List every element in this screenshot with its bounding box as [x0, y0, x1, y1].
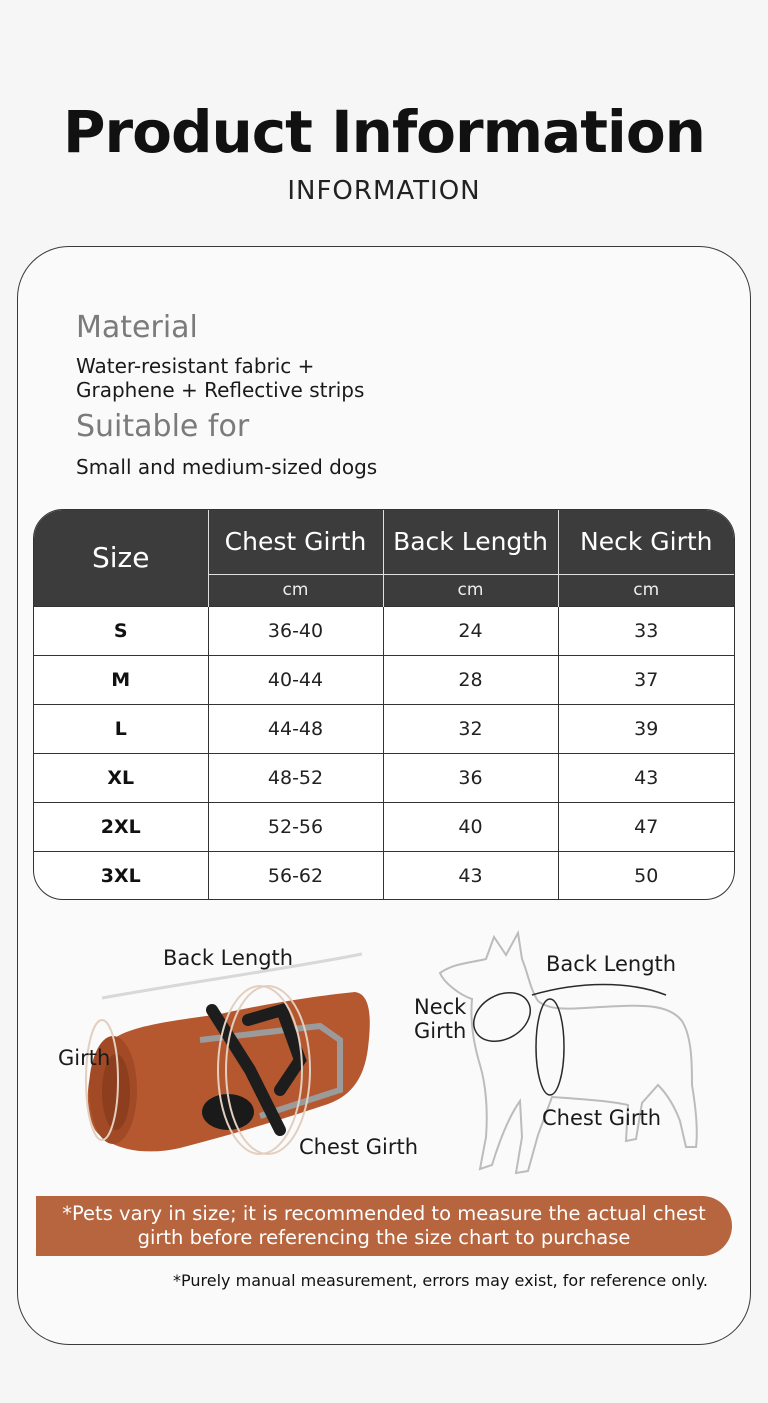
table-row [34, 753, 734, 802]
chest-cell: 48-52 [208, 753, 383, 802]
page-subtitle: INFORMATION [287, 176, 481, 206]
material-line-2: Graphene + Reflective strips [76, 378, 365, 402]
back-cell: 40 [383, 802, 558, 851]
chest-cell: 40-44 [208, 655, 383, 704]
suitable-text: Small and medium-sized dogs [76, 455, 378, 479]
back-cell: 24 [383, 606, 558, 655]
size-table [34, 510, 734, 900]
dog-neck-label: Neck [414, 995, 467, 1019]
dog-back-length-label: Back Length [546, 952, 677, 976]
notice-line-2: girth before referencing the size chart to purchase [137, 1226, 631, 1249]
neck-cell: 43 [558, 753, 734, 802]
back-length-arc [532, 985, 666, 996]
measurement-footnote: *Purely manual measurement, errors may exist, for reference only. [173, 1271, 708, 1290]
coat-back-length-label: Back Length [163, 946, 294, 970]
unit-chest: cm [208, 574, 383, 606]
material-heading: Material [76, 310, 198, 345]
notice-line-1: *Pets vary in size; it is recommended to measure the actual chest [62, 1202, 706, 1225]
size-cell: M [34, 655, 208, 704]
chest-cell: 56-62 [208, 851, 383, 900]
neck-cell: 47 [558, 802, 734, 851]
size-cell: L [34, 704, 208, 753]
chest-cell: 52-56 [208, 802, 383, 851]
unit-back: cm [383, 574, 558, 606]
dog-chest-girth-label: Chest Girth [542, 1106, 662, 1130]
neck-cell: 50 [558, 851, 734, 900]
coat-girth-label: Girth [58, 1046, 111, 1070]
table-row [34, 704, 734, 753]
neck-cell: 37 [558, 655, 734, 704]
unit-neck: cm [558, 574, 734, 606]
header-chest-girth: Chest Girth [208, 510, 383, 574]
neck-cell: 39 [558, 704, 734, 753]
dog-girth-label: Girth [414, 1019, 467, 1043]
size-cell: XL [34, 753, 208, 802]
back-cell: 43 [383, 851, 558, 900]
material-line-1: Water-resistant fabric + [76, 354, 315, 378]
header-neck-girth: Neck Girth [558, 510, 734, 574]
table-row [34, 655, 734, 704]
table-row [34, 851, 734, 900]
neck-cell: 33 [558, 606, 734, 655]
page-title: Product Information [63, 98, 705, 166]
table-row [34, 802, 734, 851]
back-cell: 36 [383, 753, 558, 802]
chest-cell: 44-48 [208, 704, 383, 753]
back-cell: 32 [383, 704, 558, 753]
table-row [34, 606, 734, 655]
chest-cell: 36-40 [208, 606, 383, 655]
size-cell: 2XL [34, 802, 208, 851]
size-chart [33, 509, 735, 900]
coat-chest-girth-label: Chest Girth [299, 1135, 419, 1159]
neck-girth-ring [465, 983, 539, 1051]
size-cell: 3XL [34, 851, 208, 900]
back-cell: 28 [383, 655, 558, 704]
header-back-length: Back Length [383, 510, 558, 574]
chest-girth-ring [536, 999, 564, 1095]
suitable-heading: Suitable for [76, 409, 250, 444]
size-cell: S [34, 606, 208, 655]
header-size: Size [34, 510, 208, 606]
size-notice-banner [36, 1196, 732, 1256]
